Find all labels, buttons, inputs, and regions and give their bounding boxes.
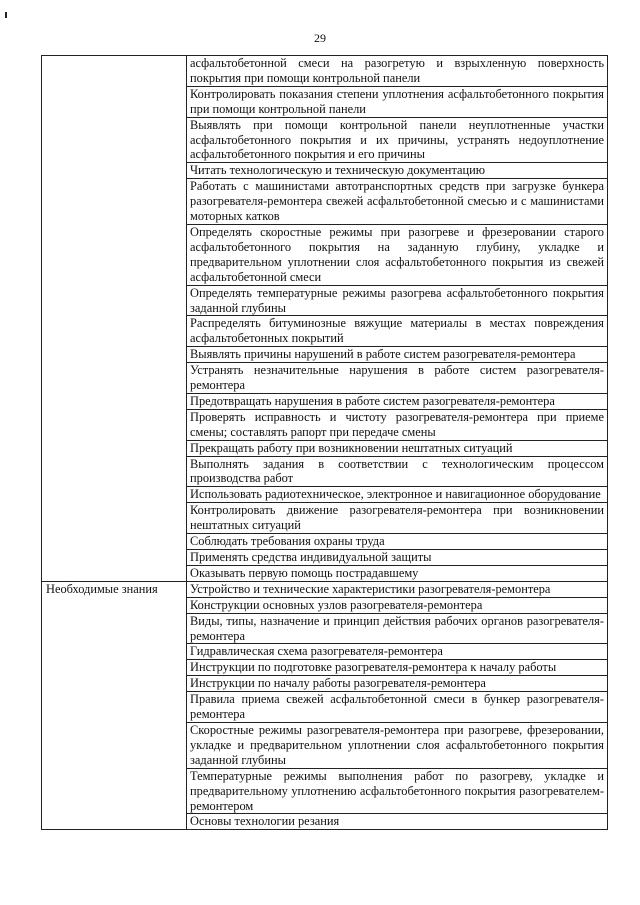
qualification-table [41,55,608,830]
table-cell-item: Распределять битуминозные вяжущие материалы в местах повреждения асфальтобетонных покрытий [187,316,608,347]
table-cell-item: Читать технологическую и техническую документацию [187,163,608,179]
table-cell-item: Конструкции основных узлов разогревателя-ремонтера [187,597,608,613]
table-cell-item: Скоростные режимы разогревателя-ремонтера при разогреве, фрезеровании, укладке и предварительном уплотнении слоя асфальтобетонного покрытия заданной глубины [187,722,608,768]
table-cell-item: Гидравлическая схема разогревателя-ремонтера [187,644,608,660]
table-cell-item: Виды, типы, назначение и принцип действия рабочих органов разогревателя-ремонтера [187,613,608,644]
table-body [42,56,608,830]
table-cell-item: Выявлять при помощи контрольной панели неуплотненные участки асфальтобетонного покрытия и их причины, устранять недоуплотнение асфальтобетонного покрытия и его причины [187,117,608,163]
table-cell-item: Применять средства индивидуальной защиты [187,550,608,566]
table-cell-item: асфальтобетонной смеси на разогретую и взрыхленную поверхность покрытия при помощи контрольной панели [187,56,608,87]
table-cell-item: Температурные режимы выполнения работ по разогреву, укладке и предварительному уплотнению асфальтобетонного покрытия разогревателем-ремонтером [187,768,608,814]
scan-mark [5,12,7,18]
table-cell-item: Устройство и технические характеристики разогревателя-ремонтера [187,581,608,597]
table-cell-item: Основы технологии резания [187,814,608,830]
table-cell-item: Соблюдать требования охраны труда [187,534,608,550]
table-row [42,56,608,87]
table-cell-item: Прекращать работу при возникновении нештатных ситуаций [187,440,608,456]
page-number: 29 [314,31,326,45]
table-cell-item: Правила приема свежей асфальтобетонной смеси в бункер разогревателя-ремонтера [187,692,608,723]
table-cell-item: Контролировать показания степени уплотнения асфальтобетонного покрытия при помощи контрольной панели [187,86,608,117]
table-cell-item: Работать с машинистами автотранспортных средств при загрузке бункера разогревателя-ремонтера свежей асфальтобетонной смесью и с машинистами моторных катков [187,179,608,225]
table-cell-item: Выявлять причины нарушений в работе систем разогревателя-ремонтера [187,347,608,363]
table-cell-item: Инструкции по подготовке разогревателя-ремонтера к началу работы [187,660,608,676]
table-cell-item: Инструкции по началу работы разогревателя-ремонтера [187,676,608,692]
table-cell-item: Использовать радиотехническое, электронное и навигационное оборудование [187,487,608,503]
table-cell-item: Выполнять задания в соответствии с технологическим процессом производства работ [187,456,608,487]
table-cell-item: Предотвращать нарушения в работе систем разогревателя-ремонтера [187,393,608,409]
table-row [42,581,608,597]
table-cell-item: Устранять незначительные нарушения в работе систем разогревателя-ремонтера [187,363,608,394]
section-label-skills [42,56,187,582]
table-cell-item: Оказывать первую помощь пострадавшему [187,565,608,581]
table-cell-item: Определять скоростные режимы при разогреве и фрезеровании старого асфальтобетонного покрытия на заданную глубину, укладке и предварительном уплотнении слоя асфальтобетонного покрытия из свежей асфальтобетонной смеси [187,224,608,285]
table-cell-item: Контролировать движение разогревателя-ремонтера при возникновении нештатных ситуаций [187,503,608,534]
table-cell-item: Проверять исправность и чистоту разогревателя-ремонтера при приеме смены; составлять рапорт при передаче смены [187,409,608,440]
section-label-knowledge: Необходимые знания [42,581,187,830]
table-cell-item: Определять температурные режимы разогрева асфальтобетонного покрытия заданной глубины [187,285,608,316]
